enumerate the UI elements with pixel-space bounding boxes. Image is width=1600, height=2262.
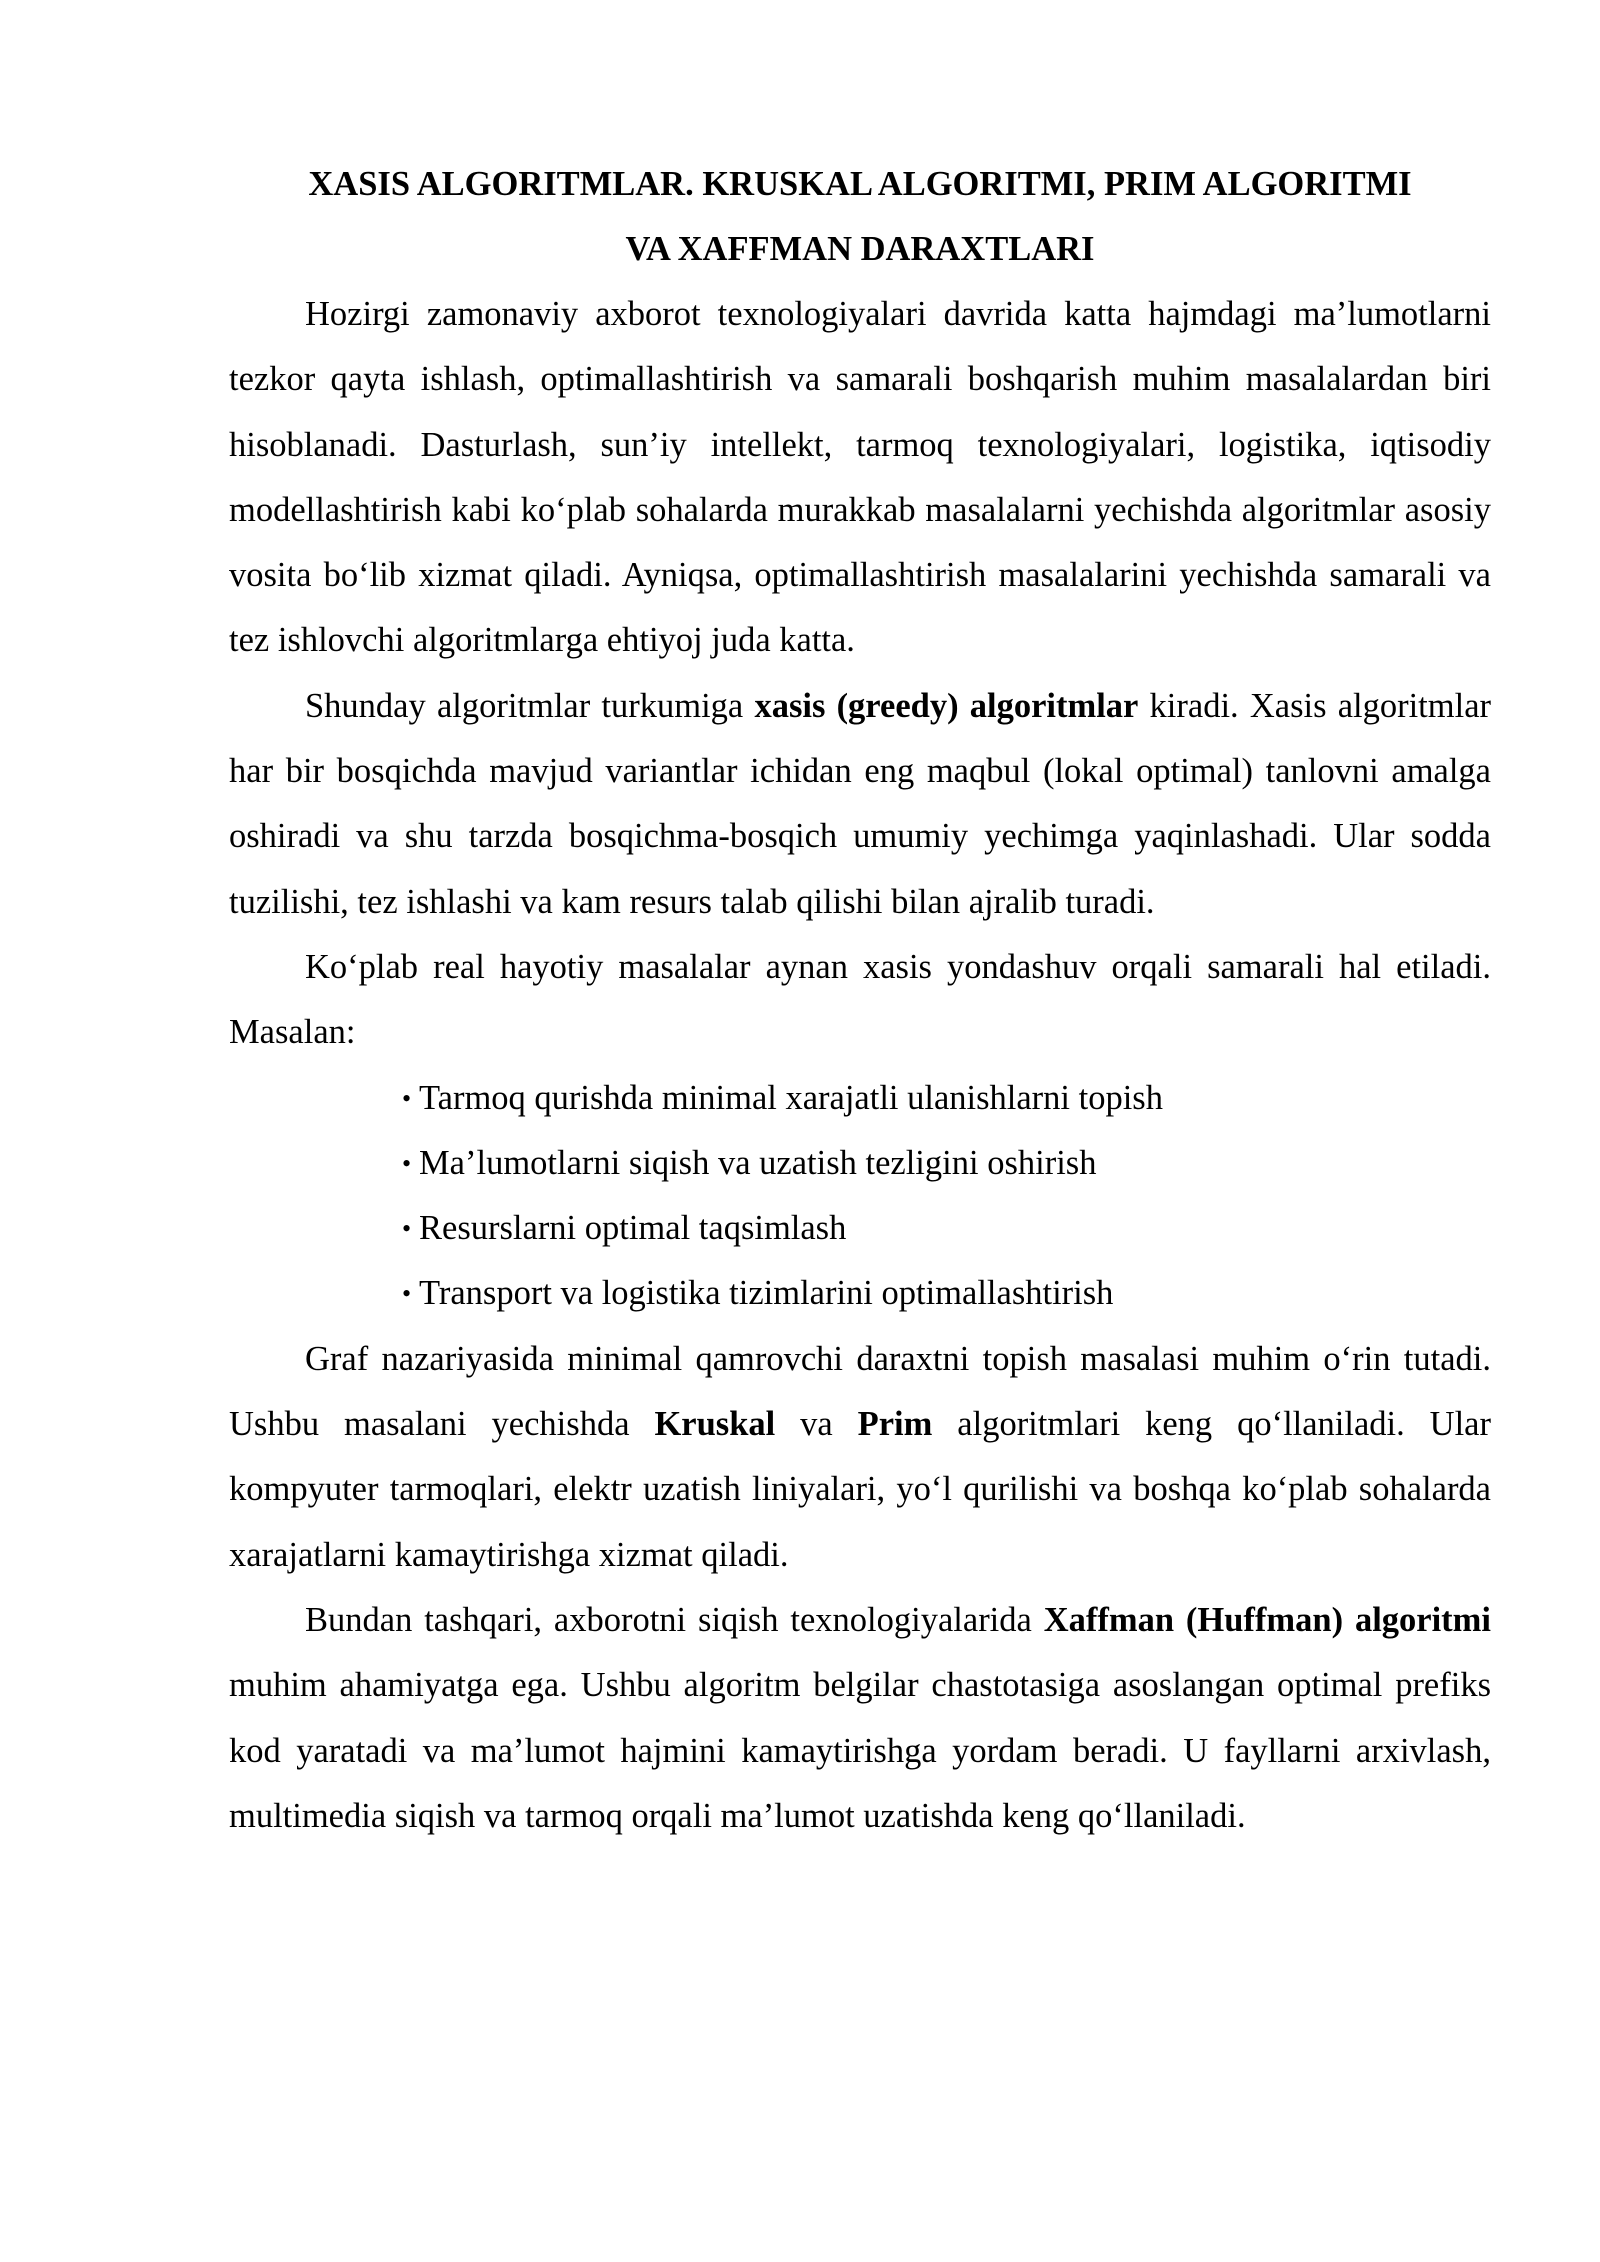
bullet-icon: • — [402, 1083, 412, 1113]
examples-list — [229, 1066, 1491, 1327]
title-line-2: VA XAFFMAN DARAXTLARI — [625, 230, 1095, 268]
term-greedy-algorithms: xasis (greedy) algoritmlar — [754, 686, 1139, 725]
bullet-icon: • — [402, 1214, 412, 1244]
paragraph-greedy-text-2: kiradi. Xasis algoritmlar har bir bosqichda mavjud variantlar ichidan eng maqbul (lokal optimal) tanlovni amalga oshiradi va shu tarzda bosqichma-bosqich umumiy yechimga yaqinlashadi. Ular sodda tuzilishi, tez ishlashi va kam resurs talab qilishi bilan ajralib turadi. — [229, 686, 1491, 921]
paragraph-huffman-text-1: Bundan tashqari, axborotni siqish texnologiyalarida — [305, 1600, 1044, 1639]
paragraph-mst-text-3: algoritmlari keng qo‘llaniladi. Ular kompyuter tarmoqlari, elektr uzatish liniyalari, yo‘l qurilishi va boshqa ko‘plab sohalarda xarajatlarni kamaytirishga xizmat qiladi. — [229, 1405, 1491, 1574]
term-kruskal: Kruskal — [654, 1405, 776, 1444]
title-line-1: XASIS ALGORITMLAR. KRUSKAL ALGORITMI, PRIM ALGORITMI — [308, 165, 1412, 203]
paragraph-huffman — [229, 1588, 1491, 1849]
document-page — [229, 152, 1491, 1849]
list-item — [402, 1196, 1491, 1261]
list-item-text: Ma’lumotlarni siqish va uzatish tezligini oshirish — [419, 1143, 1097, 1182]
document-title — [229, 152, 1491, 282]
list-item-text: Resurslarni optimal taqsimlash — [419, 1209, 847, 1248]
paragraph-intro: Hozirgi zamonaviy axborot texnologiyalari davrida katta hajmdagi ma’lumotlarni tezkor qayta ishlash, optimallashtirish va samarali boshqarish muhim masalalardan biri hisoblanadi. Dasturlash, sun’iy intellekt, tarmoq texnologiyalari, logistika, iqtisodiy modellashtirish kabi ko‘plab sohalarda murakkab masalalarni yechishda algoritmlar asosiy vosita bo‘lib xizmat qiladi. Ayniqsa, optimallashtirish masalalarini yechishda samarali va tez ishlovchi algoritmlarga ehtiyoj juda katta. — [229, 295, 1491, 660]
bullet-icon: • — [402, 1279, 412, 1309]
paragraph-mst-text-2: va — [775, 1405, 858, 1444]
list-item-text: Transport va logistika tizimlarini optimallashtirish — [419, 1274, 1114, 1313]
term-huffman-algorithm: Xaffman (Huffman) algoritmi — [1043, 1600, 1491, 1639]
list-item — [402, 1131, 1491, 1196]
list-item — [402, 1066, 1491, 1131]
paragraph-huffman-text-2: muhim ahamiyatga ega. Ushbu algoritm belgilar chastotasiga asoslangan optimal prefiks kod yaratadi va ma’lumot hajmini kamaytirishga yordam beradi. U fayllarni arxivlash, multimedia siqish va tarmoq orqali ma’lumot uzatishda keng qo‘llaniladi. — [229, 1666, 1491, 1835]
paragraph-greedy-text-1: Shunday algoritmlar turkumiga — [305, 686, 755, 725]
paragraph-greedy — [229, 674, 1491, 935]
list-item-text: Tarmoq qurishda minimal xarajatli ulanishlarni topish — [419, 1078, 1163, 1117]
paragraph-mst — [229, 1327, 1491, 1588]
list-item — [402, 1261, 1491, 1326]
bullet-icon: • — [402, 1148, 412, 1178]
term-prim: Prim — [857, 1405, 933, 1444]
paragraph-mst-text-1: Graf nazariyasida minimal qamrovchi daraxtni topish masalasi muhim o‘rin tutadi. Ushbu masalani yechishda — [229, 1339, 1491, 1444]
paragraph-examples-intro: Ko‘plab real hayotiy masalalar aynan xasis yondashuv orqali samarali hal etiladi. Masalan: — [229, 947, 1491, 1052]
